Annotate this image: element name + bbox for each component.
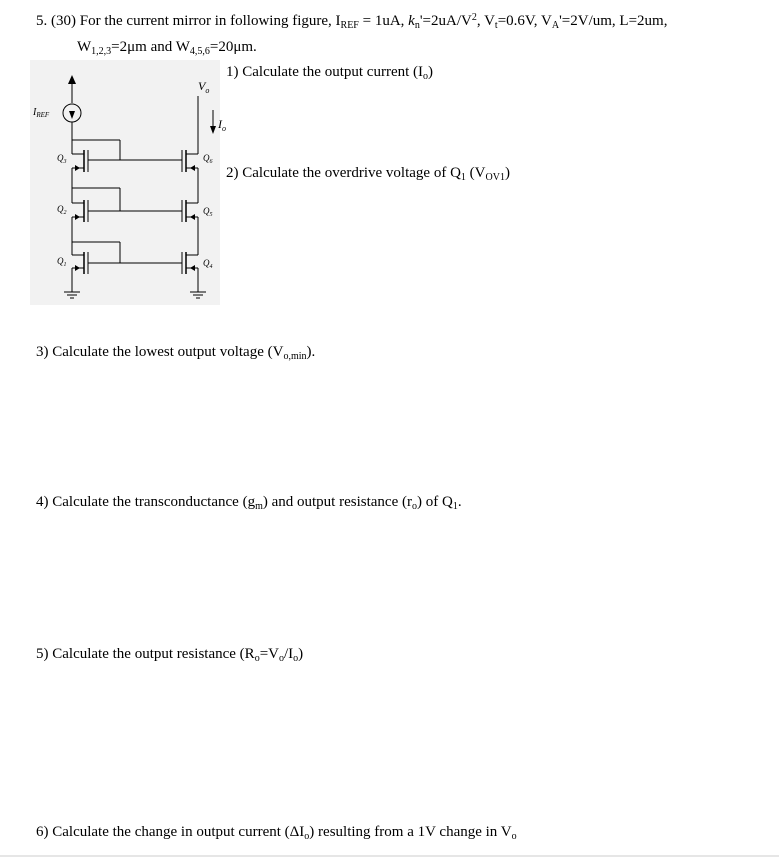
q5-label: $Q_5$ <box>203 206 213 218</box>
q2-label: $Q_2$ <box>57 204 67 216</box>
question-3-text: 3) Calculate the lowest output voltage (V <box>36 344 284 360</box>
w1-value: =2μm and W <box>111 39 190 55</box>
question-5-end: ) <box>298 646 304 662</box>
q1-label: $Q_1$ <box>57 256 67 268</box>
va-value: '=2V/um, L=2um, <box>559 13 668 29</box>
q6-label: $Q_6$ <box>203 153 213 165</box>
question-3-end: ). <box>306 344 316 360</box>
current-mirror-circuit <box>0 0 779 330</box>
question-2-sub2: OV1 <box>485 172 505 183</box>
iref-label: $I_{REF}$ <box>33 107 50 119</box>
w4-subscript: 4,5,6 <box>189 46 210 57</box>
question-6-text: 6) Calculate the change in output current (ΔI <box>36 824 305 840</box>
question-1-sub: o <box>423 71 429 82</box>
iref-value: = 1uA, <box>358 13 409 29</box>
vt-value: =0.6V, V <box>497 13 552 29</box>
q3-label: $Q_3$ <box>57 153 67 165</box>
question-3 <box>36 343 315 361</box>
question-6-end: ) resulting from a 1V change in V <box>309 824 512 840</box>
question-1-end: ) <box>428 64 434 80</box>
question-2-mid: (V <box>465 165 486 181</box>
vo-label: $V_o$ <box>198 79 210 95</box>
kn-subscript: n <box>414 20 420 31</box>
q4-label: $Q_4$ <box>203 258 213 270</box>
question-2-sub: 1 <box>460 172 466 183</box>
vt-subscript: t <box>494 20 498 31</box>
question-4-sub: m <box>255 501 263 512</box>
question-4-mid2: ) of Q <box>416 494 453 510</box>
question-6-sub2: o <box>511 831 517 842</box>
question-4-sub2: o <box>411 501 417 512</box>
question-3-sub: o,min <box>283 351 307 362</box>
question-5 <box>36 645 303 663</box>
va-subscript: A <box>551 20 560 31</box>
question-4-text: 4) Calculate the transconductance (g <box>36 494 256 510</box>
kn-superscript: 2 <box>471 12 477 23</box>
question-4-end: . <box>457 494 462 510</box>
question-2-end: ) <box>504 165 510 181</box>
question-5-mid: =V <box>259 646 279 662</box>
question-5-mid2: /I <box>283 646 294 662</box>
w1-subscript: 1,2,3 <box>91 46 112 57</box>
w4-value: =20μm. <box>209 39 257 55</box>
vt-symbol: , V <box>476 13 495 29</box>
kn-symbol: k <box>408 13 415 29</box>
question-5-text: 5) Calculate the output resistance (R <box>36 646 255 662</box>
iref-subscript: REF <box>340 20 359 31</box>
question-5-sub2: o <box>278 653 284 664</box>
kn-value: '=2uA/V <box>419 13 472 29</box>
question-4-sub3: 1 <box>452 501 458 512</box>
w1-symbol: W <box>77 39 92 55</box>
question-5-sub3: o <box>293 653 299 664</box>
question-1-text: 1) Calculate the output current (I <box>226 64 424 80</box>
question-4 <box>36 493 462 511</box>
problem-points: (30) <box>51 13 76 29</box>
problem-number: 5. <box>36 13 48 29</box>
question-5-sub: o <box>254 653 260 664</box>
question-2-text: 2) Calculate the overdrive voltage of Q <box>226 165 461 181</box>
question-4-mid: ) and output resistance (r <box>262 494 412 510</box>
problem-intro: For the current mirror in following figure, <box>79 13 332 29</box>
io-label: $I_o$ <box>218 117 226 133</box>
question-6 <box>36 823 517 841</box>
question-6-sub: o <box>304 831 310 842</box>
iref-symbol: I <box>335 13 341 29</box>
